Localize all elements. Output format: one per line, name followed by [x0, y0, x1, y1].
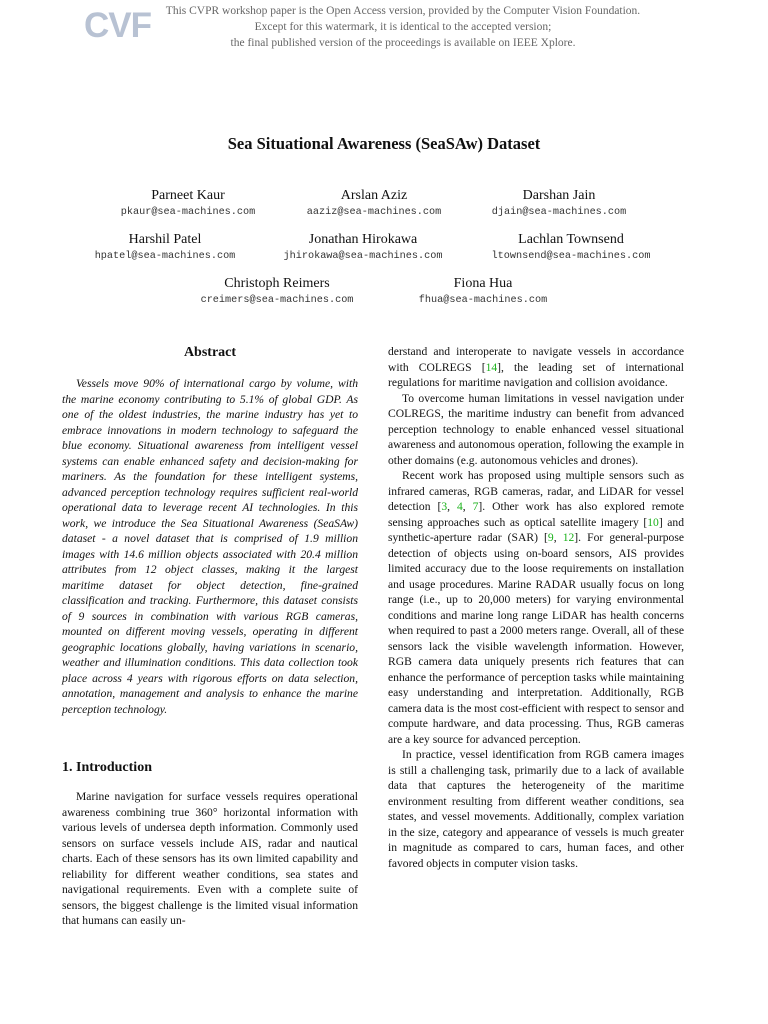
- watermark-line: Except for this watermark, it is identical to the accepted version;: [254, 21, 552, 33]
- citation-link[interactable]: 7: [472, 500, 479, 513]
- body-paragraph: [388, 344, 684, 391]
- paragraph-text: ] and synthetic-aperture radar (SAR) [: [388, 515, 685, 544]
- intro-paragraph: Marine navigation for surface vessels requires operational awareness combining true 360° horizontal information with various levels of undersea depth information. Commonly used sensors on surface vessels include AIS, radar and nautical charts. Each of these sensors has its own limited capability and reliability for different weather conditions, sea states and navigational requirements. Even with a complete suite of sensors, the biggest challenge is the limited visual information that humans can easily un-: [62, 790, 358, 927]
- author-name: Christoph Reimers: [224, 276, 330, 291]
- body-paragraph: In practice, vessel identification from RGB camera images is still a challenging task, primarily due to a lack of available data that captures the heterogeneity of the maritime environment resulting from different weather conditions, sea states, and vessel movements. Additionally, complex variation in the size, category and appearance of vessels is much greater in magnitude as compared to cars, human faces, and other favored objects in computer vision tasks.: [388, 748, 684, 870]
- author-email: creimers@sea-machines.com: [200, 295, 354, 306]
- paragraph-text: ]. Other work has also explored remote sensing approaches such as optical satellite imagery [: [388, 500, 684, 529]
- author-name: Parneet Kaur: [151, 188, 225, 203]
- paragraph-text: ], the leading set of international regulations for maritime navigation and collision avoidance.: [388, 360, 684, 389]
- author-name: Darshan Jain: [522, 188, 596, 203]
- paper-title: Sea Situational Awareness (SeaSAw) Dataset: [227, 134, 541, 153]
- paragraph-text: derstand and interoperate to navigate vessels in accordance with COLREGS [: [388, 345, 684, 374]
- author-email: aaziz@sea-machines.com: [306, 207, 442, 218]
- watermark-line: This CVPR workshop paper is the Open Access version, provided by the Computer Vision Foundation.: [165, 5, 641, 17]
- body-paragraph: To overcome human limitations in vessel navigation under COLREGS, the maritime industry can benefit from advanced perception technology to enable enhanced vessel situational awareness and autonomous operation, following the example in other domains (e.g. autonomous vehicles and drones).: [388, 391, 684, 467]
- author-email: pkaur@sea-machines.com: [120, 207, 256, 218]
- citation-link[interactable]: 10: [647, 515, 659, 529]
- citation-separator: ,: [462, 500, 473, 513]
- citation-link[interactable]: 12: [562, 531, 575, 544]
- author-block: [429, 186, 689, 220]
- author-email: jhirokawa@sea-machines.com: [283, 251, 443, 262]
- author-email: hpatel@sea-machines.com: [94, 251, 236, 262]
- citation-link[interactable]: 4: [456, 500, 463, 513]
- citation-separator: ,: [553, 531, 563, 544]
- author-name: Fiona Hua: [453, 276, 513, 291]
- paragraph-text: ]. For general-purpose detection of objects using on-board sensors, AIS provides limited accuracy due to the loose requirements on installation and usage procedures. Marine RADAR usually focus on long range (i.e., up to 20,000 meters) for varying environmental conditions and marine long range LiDAR has health concerns when required to past a 2000 meters range. Overall, all of these sensors lack the visible wavelength information. However, RGB camera data uniquely presents rich features that can enhance the performance of perception tasks while maintaining easy understanding and interpretation. Additionally, RGB camera data is the most cost-efficient with respect to sensor and compute hardware, and data processing. Thus, RGB cameras are a key source for advanced perception.: [388, 531, 684, 746]
- author-name: Harshil Patel: [128, 232, 202, 247]
- watermark-line: the final published version of the proceedings is available on IEEE Xplore.: [230, 37, 576, 49]
- author-block: [441, 230, 701, 264]
- author-name: Arslan Aziz: [340, 188, 408, 203]
- citation-link[interactable]: 3: [441, 500, 448, 513]
- author-email: ltownsend@sea-machines.com: [491, 251, 651, 262]
- citation-separator: ,: [447, 500, 457, 513]
- citation-link[interactable]: 14: [485, 360, 498, 374]
- citation-link[interactable]: 9: [547, 531, 554, 544]
- open-access-watermark: [140, 3, 666, 51]
- paragraph-text: Recent work has proposed using multiple sensors such as infrared cameras, RGB cameras, radar, and LiDAR for vessel detection [: [388, 469, 684, 513]
- right-column: [388, 344, 684, 871]
- author-block: [353, 274, 613, 308]
- author-email: fhua@sea-machines.com: [418, 295, 548, 306]
- abstract-text: Vessels move 90% of international cargo by volume, with the marine economy contributing to 5.1% of global GDP. As one of the oldest industries, the marine industry has yet to embrace innovations in modern technology to safeguard the blue economy. Situational awareness from intelligent vessel systems can enable enhanced safety and decision-making for mariners. As the foundation for these intelligent systems, advanced perception technology requires sufficient real-world operational data to leverage recent AI technologies. In this work, we introduce the Sea Situational Awareness (SeaSAw) dataset - a novel dataset that is comprised of 1.9 million images with 14.6 million objects associated with 20.4 million attributes from 12 object classes, making it the largest maritime dataset for object detection, fine-grained classification and tracking. Furthermore, this dataset consists of 9 sources in combination with various RGB cameras, mounted on different moving vessels, operating in different geographic locations globally, having variations in scenario, weather and illumination conditions. This data collection took place across 4 years with rigorous efforts on data selection, annotation, management and analysis to enhance the marine perception technology.: [62, 377, 358, 716]
- left-column: [62, 344, 358, 929]
- author-name: Jonathan Hirokawa: [308, 232, 418, 247]
- abstract-heading: Abstract: [183, 345, 237, 360]
- author-name: Lachlan Townsend: [518, 232, 624, 247]
- author-email: djain@sea-machines.com: [491, 207, 627, 218]
- body-paragraph: [388, 468, 684, 747]
- introduction-heading: 1. Introduction: [62, 760, 152, 775]
- cvf-logo: CVF: [84, 6, 151, 45]
